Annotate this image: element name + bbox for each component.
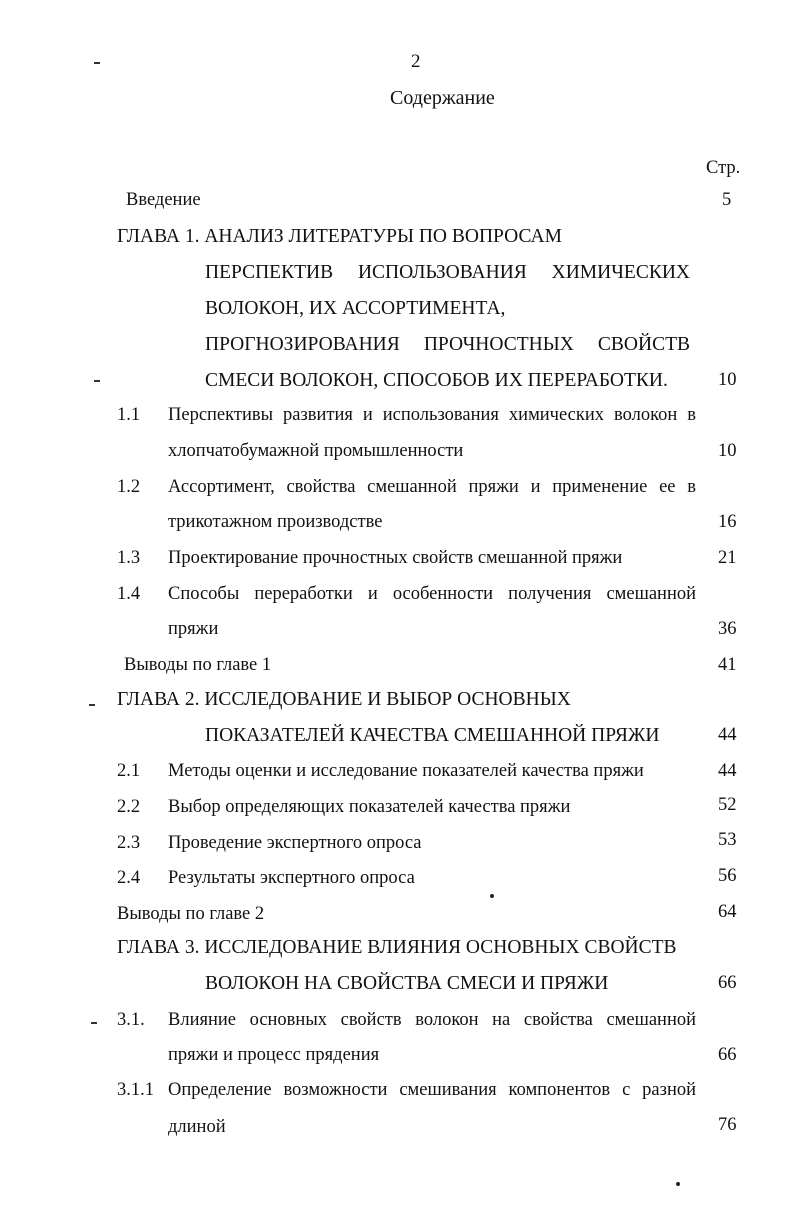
toc-entry-title-line: Влияние основных свойств волокон на свойства смешанной xyxy=(168,1010,696,1030)
toc-entry-title-line: пряжи и процесс прядения xyxy=(168,1045,380,1065)
toc-entry-title-line: ГЛАВА 2. ИССЛЕДОВАНИЕ И ВЫБОР ОСНОВНЫХ xyxy=(117,689,571,710)
toc-entry-title-line: ВОЛОКОН, ИХ АССОРТИМЕНТА, xyxy=(205,298,506,319)
scan-mark xyxy=(94,62,100,64)
toc-entry-title-line: пряжи xyxy=(168,619,219,639)
toc-entry-number: 3.1. xyxy=(117,1010,145,1030)
toc-entry-title: Методы оценки и исследование показателей качества пряжи xyxy=(168,761,644,781)
toc-entry-title-line: ПОКАЗАТЕЛЕЙ КАЧЕСТВА СМЕШАННОЙ ПРЯЖИ xyxy=(205,725,660,746)
toc-entry-number: 1.4 xyxy=(117,584,141,604)
toc-entry-title-line: хлопчатобумажной промышленности xyxy=(168,441,464,461)
toc-entry-title: Выводы по главе 2 xyxy=(117,904,265,924)
toc-entry-title-line: Способы переработки и особенности получения смешанной xyxy=(168,584,696,604)
toc-entry-title-line: Определение возможности смешивания компонентов с разной xyxy=(168,1080,696,1100)
toc-entry-title-line: ГЛАВА 1. АНАЛИЗ ЛИТЕРАТУРЫ ПО ВОПРОСАМ xyxy=(117,226,562,247)
toc-entry-number: 2.4 xyxy=(117,868,141,888)
page-column-header: Стр. xyxy=(706,158,741,178)
toc-entry-page: 36 xyxy=(718,619,737,639)
toc-entry-title: Результаты экспертного опроса xyxy=(168,868,415,888)
toc-entry-title-line: ВОЛОКОН НА СВОЙСТВА СМЕСИ И ПРЯЖИ xyxy=(205,973,609,994)
toc-entry-page: 10 xyxy=(718,441,737,461)
scan-mark xyxy=(94,380,100,382)
toc-entry-title-line: ПРОГНОЗИРОВАНИЯ ПРОЧНОСТНЫХ СВОЙСТВ xyxy=(205,334,690,355)
toc-entry-page: 10 xyxy=(718,370,737,390)
page-number: 2 xyxy=(411,51,421,72)
scan-mark xyxy=(91,1022,97,1024)
toc-entry-title: Введение xyxy=(126,190,201,210)
toc-entry-page: 56 xyxy=(718,866,737,886)
toc-entry-title-line: ПЕРСПЕКТИВ ИСПОЛЬЗОВАНИЯ ХИМИЧЕСКИХ xyxy=(205,262,690,283)
toc-entry-number: 1.1 xyxy=(117,405,141,425)
page-title: Содержание xyxy=(390,87,495,109)
toc-entry-title-line: СМЕСИ ВОЛОКОН, СПОСОБОВ ИХ ПЕРЕРАБОТКИ. xyxy=(205,370,668,391)
toc-entry-page: 21 xyxy=(718,548,737,568)
toc-entry-title-line: Ассортимент, свойства смешанной пряжи и применение ее в xyxy=(168,477,696,497)
scan-mark xyxy=(89,704,95,706)
toc-entry-page: 41 xyxy=(718,655,737,675)
toc-entry-title: Выводы по главе 1 xyxy=(124,655,272,675)
toc-entry-number: 2.3 xyxy=(117,833,141,853)
toc-entry-page: 76 xyxy=(718,1115,737,1135)
toc-entry-title-line: длиной xyxy=(168,1117,226,1137)
toc-entry-number: 1.3 xyxy=(117,548,141,568)
toc-entry-title: Выбор определяющих показателей качества пряжи xyxy=(168,797,571,817)
toc-entry-page: 66 xyxy=(718,973,737,993)
toc-entry-number: 2.1 xyxy=(117,761,141,781)
toc-entry-number: 1.2 xyxy=(117,477,141,497)
toc-entry-title: Проведение экспертного опроса xyxy=(168,833,422,853)
toc-entry-title-line: Перспективы развития и использования химических волокон в xyxy=(168,405,696,425)
toc-entry-number: 3.1.1 xyxy=(117,1080,154,1100)
toc-entry-number: 2.2 xyxy=(117,797,141,817)
toc-entry-title-line: трикотажном производстве xyxy=(168,512,383,532)
toc-entry-title: Проектирование прочностных свойств смешанной пряжи xyxy=(168,548,623,568)
scan-dot xyxy=(676,1182,680,1186)
toc-entry-page: 53 xyxy=(718,830,737,850)
toc-entry-page: 44 xyxy=(718,725,737,745)
toc-entry-page: 52 xyxy=(718,795,737,815)
toc-entry-page: 44 xyxy=(718,761,737,781)
toc-entry-page: 5 xyxy=(722,190,732,210)
toc-entry-page: 66 xyxy=(718,1045,737,1065)
toc-entry-page: 64 xyxy=(718,902,737,922)
toc-entry-title-line: ГЛАВА 3. ИССЛЕДОВАНИЕ ВЛИЯНИЯ ОСНОВНЫХ СВОЙСТВ xyxy=(117,937,677,958)
scan-dot xyxy=(490,894,494,898)
toc-entry-page: 16 xyxy=(718,512,737,532)
